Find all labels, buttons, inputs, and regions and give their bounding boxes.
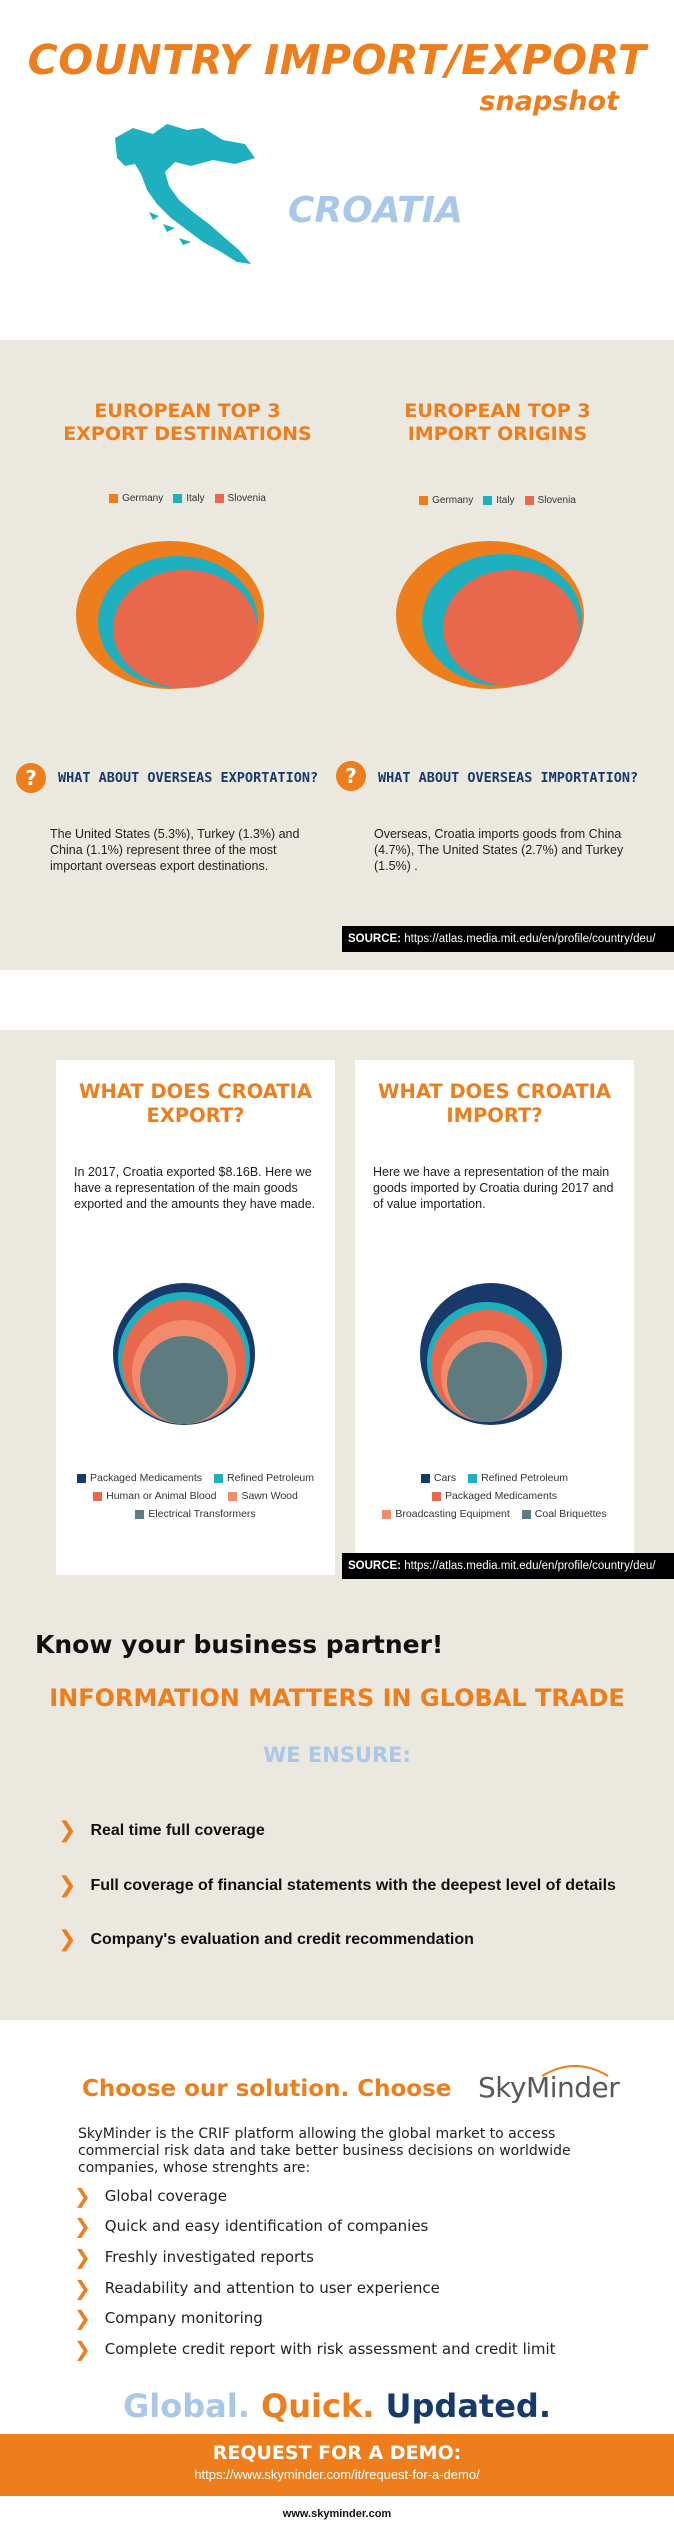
overseas-import-text: Overseas, Croatia imports goods from China (4.7%), The United States (2.7%) and Turkey (1.5%) . [374, 827, 624, 873]
feature-item: ❯ Readability and attention to user experience [74, 2276, 440, 2300]
overseas-export-text: The United States (5.3%), Turkey (1.3%) and China (1.1%) represent three of the most important overseas export destinations. [50, 827, 300, 873]
request-demo-link[interactable]: https://www.skyminder.com/it/request-for-a-demo/ [194, 2467, 480, 2482]
request-demo-banner[interactable] [0, 2434, 674, 2496]
circle-coal-briquettes [447, 1342, 527, 1422]
ensure-item: ❯ Company's evaluation and credit recommendation [58, 1927, 474, 1952]
chevron-right-icon: ❯ [74, 2214, 91, 2238]
chevron-right-icon: ❯ [74, 2245, 91, 2269]
source-url[interactable]: https://atlas.media.mit.edu/en/profile/country/deu/ [404, 1560, 656, 1572]
export-bubble-chart [75, 540, 265, 690]
chevron-right-icon: ❯ [74, 2337, 91, 2361]
import-title-line1: EUROPEAN TOP 3 [404, 400, 591, 422]
import-card [355, 1060, 634, 1575]
source-label: SOURCE: [348, 1560, 402, 1572]
question-icon: ? [16, 763, 46, 793]
export-goods-legend [56, 1469, 335, 1523]
export-card [56, 1060, 335, 1575]
legend-germany: Germany [419, 495, 473, 506]
feature-item: ❯ Quick and easy identification of companies [74, 2214, 429, 2238]
export-goods-chart [112, 1282, 262, 1432]
import-card-title-line1: WHAT DOES CROATIA [377, 1080, 612, 1103]
source-url[interactable]: https://atlas.media.mit.edu/en/profile/country/deu/ [404, 933, 656, 945]
we-ensure-heading: WE ENSURE: [263, 1743, 411, 1767]
page-title: COUNTRY IMPORT/EXPORT [27, 36, 647, 84]
chevron-right-icon: ❯ [74, 2276, 91, 2300]
export-legend [30, 493, 345, 504]
legend-cars: Cars [421, 1469, 456, 1487]
chevron-right-icon: ❯ [58, 1818, 77, 1843]
import-card-text: Here we have a representation of the main goods imported by Croatia during 2017 and of value importation. [373, 1165, 614, 1211]
feature-item: ❯ Global coverage [74, 2184, 228, 2208]
export-destinations-title [30, 400, 345, 446]
skyminder-intro: SkyMinder is the CRIF platform allowing the global market to access commercial risk data and take better business decisions on worldwide companies, whose strenghts are: [78, 2126, 571, 2176]
legend-packaged-medicaments: Packaged Medicaments [77, 1469, 202, 1487]
legend-refined-petroleum: Refined Petroleum [214, 1469, 314, 1487]
tagline-quick: Quick. [261, 2387, 375, 2425]
country-name: CROATIA [288, 190, 463, 231]
legend-electrical-transformers: Electrical Transformers [135, 1505, 255, 1523]
croatia-map-icon [105, 120, 260, 270]
source-label: SOURCE: [348, 933, 402, 945]
chevron-right-icon: ❯ [58, 1927, 77, 1952]
skyminder-logo: SkyMinder [478, 2071, 620, 2104]
export-card-title-line1: WHAT DOES CROATIA [78, 1080, 313, 1103]
chevron-right-icon: ❯ [74, 2184, 91, 2208]
legend-sawn-wood: Sawn Wood [228, 1487, 297, 1505]
goods-section [0, 1030, 674, 1590]
import-card-title-line2: IMPORT? [446, 1104, 543, 1127]
tagline [0, 2387, 674, 2425]
feature-item: ❯ Freshly investigated reports [74, 2245, 314, 2269]
tagline-global: Global. [123, 2387, 250, 2425]
legend-coal-briquettes: Coal Briquettes [522, 1505, 607, 1523]
page-subtitle: snapshot [479, 86, 619, 117]
export-title-line2: EXPORT DESTINATIONS [63, 423, 312, 445]
legend-slovenia: Slovenia [215, 493, 266, 504]
chevron-right-icon: ❯ [74, 2306, 91, 2330]
ensure-item: ❯ Full coverage of financial statements with the deepest level of details [58, 1873, 616, 1898]
import-goods-legend [355, 1469, 634, 1523]
circle-electrical-transformers [140, 1336, 228, 1424]
top3-section [0, 340, 674, 970]
overseas-import-question: WHAT ABOUT OVERSEAS IMPORTATION? [378, 770, 639, 786]
source-bar [342, 926, 674, 952]
chevron-right-icon: ❯ [58, 1873, 77, 1898]
legend-packaged-medicaments: Packaged Medicaments [432, 1487, 557, 1505]
info-matters-heading: INFORMATION MATTERS IN GLOBAL TRADE [49, 1684, 625, 1712]
import-origins-title [340, 400, 655, 446]
overseas-export-question: WHAT ABOUT OVERSEAS EXPORTATION? [58, 770, 319, 786]
legend-refined-petroleum: Refined Petroleum [468, 1469, 568, 1487]
request-demo-title: REQUEST FOR A DEMO: [212, 2442, 462, 2464]
import-card-title [355, 1080, 634, 1128]
legend-slovenia: Slovenia [525, 495, 576, 506]
know-partner-heading: Know your business partner! [35, 1630, 444, 1659]
export-title-line1: EUROPEAN TOP 3 [94, 400, 281, 422]
question-icon: ? [336, 761, 366, 791]
legend-italy: Italy [483, 495, 514, 506]
feature-item: ❯ Company monitoring [74, 2306, 263, 2330]
bubble-slovenia [113, 570, 257, 688]
export-card-title [56, 1080, 335, 1128]
legend-human-animal-blood: Human or Animal Blood [93, 1487, 216, 1505]
tagline-updated: Updated. [385, 2387, 551, 2425]
bubble-slovenia [443, 570, 579, 686]
import-title-line2: IMPORT ORIGINS [407, 423, 588, 445]
source-bar [342, 1553, 674, 1579]
footer-site-link[interactable]: www.skyminder.com [282, 2508, 392, 2520]
import-legend [340, 495, 655, 506]
feature-item: ❯ Complete credit report with risk assessment and credit limit [74, 2337, 556, 2361]
legend-broadcasting-equipment: Broadcasting Equipment [382, 1505, 509, 1523]
export-card-text: In 2017, Croatia exported $8.16B. Here we have a representation of the main goods exported and the amounts they have made. [74, 1165, 316, 1211]
legend-italy: Italy [173, 493, 204, 504]
import-goods-chart [419, 1282, 569, 1432]
export-card-title-line2: EXPORT? [146, 1104, 245, 1127]
legend-germany: Germany [109, 493, 163, 504]
import-bubble-chart [395, 540, 585, 690]
skyminder-arc-icon [540, 2058, 610, 2078]
choose-solution-heading: Choose our solution. Choose [82, 2076, 452, 2102]
ensure-item: ❯ Real time full coverage [58, 1818, 265, 1843]
